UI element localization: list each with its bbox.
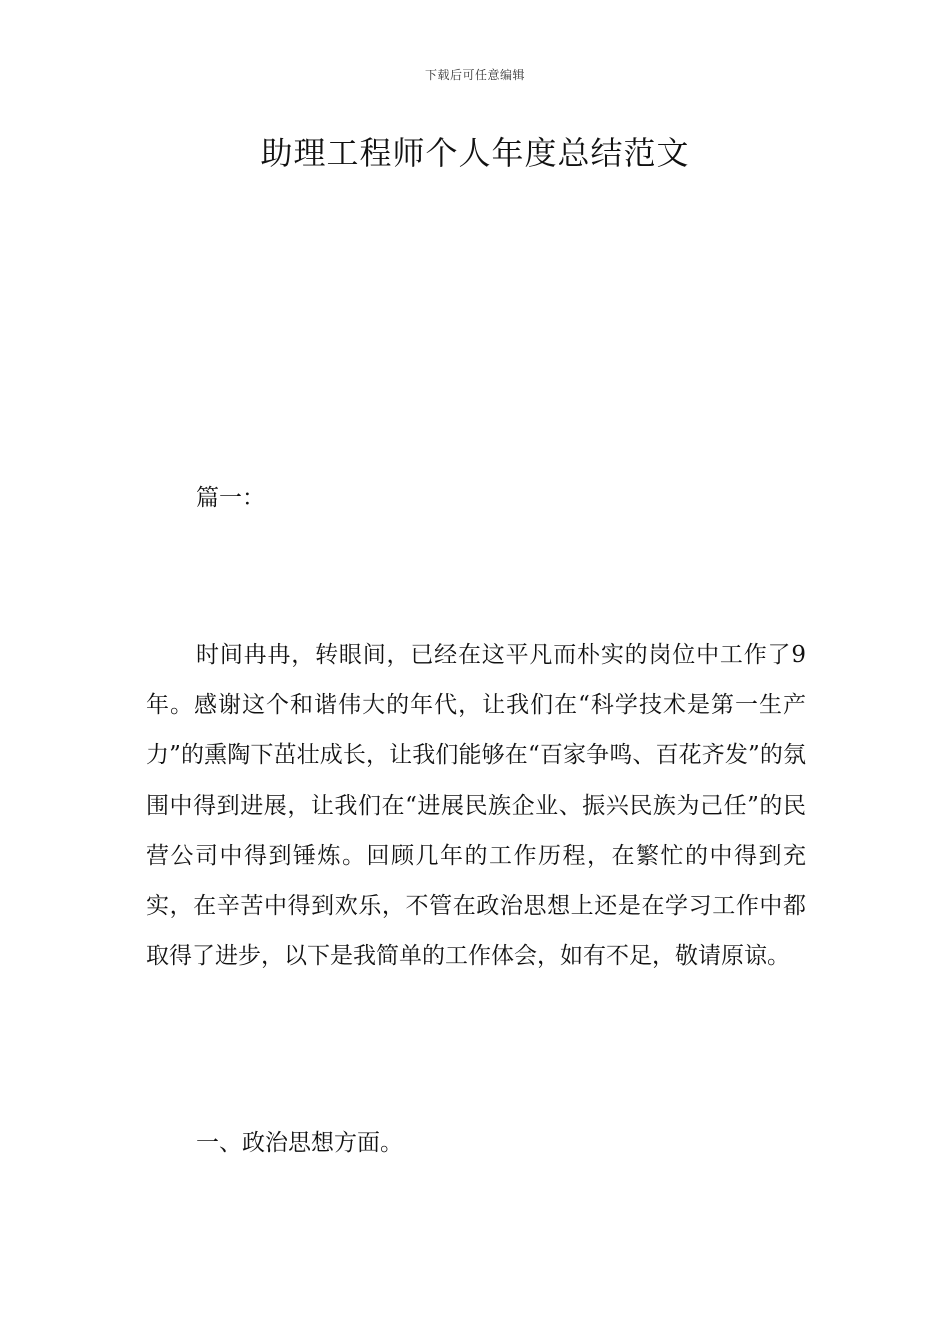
subsection-heading-political: 一、政治思想方面。 (196, 1130, 403, 1156)
section-label-part-one: 篇一： (196, 485, 265, 511)
document-title: 助理工程师个人年度总结范文 (260, 134, 690, 172)
header-note: 下载后可任意编辑 (424, 68, 525, 82)
intro-paragraph: 时间冉冉，转眼间，已经在这平凡而朴实的岗位中工作了9年。感谢这个和谐伟大的年代，让我们在“科学技术是第一生产力”的熏陶下茁壮成长，让我们能够在“百家争鸣、百花齐发”的氛围中得到进展，让我们在“进展民族企业、振兴民族为己任”的民营公司中得到锤炼。回顾几年的工作历程，在繁忙的中得到充实，在辛苦中得到欢乐，不管在政治思想上还是在学习工作中都取得了进步，以下是我简单的工作体会，如有不足，敬请原谅。 (146, 642, 806, 970)
